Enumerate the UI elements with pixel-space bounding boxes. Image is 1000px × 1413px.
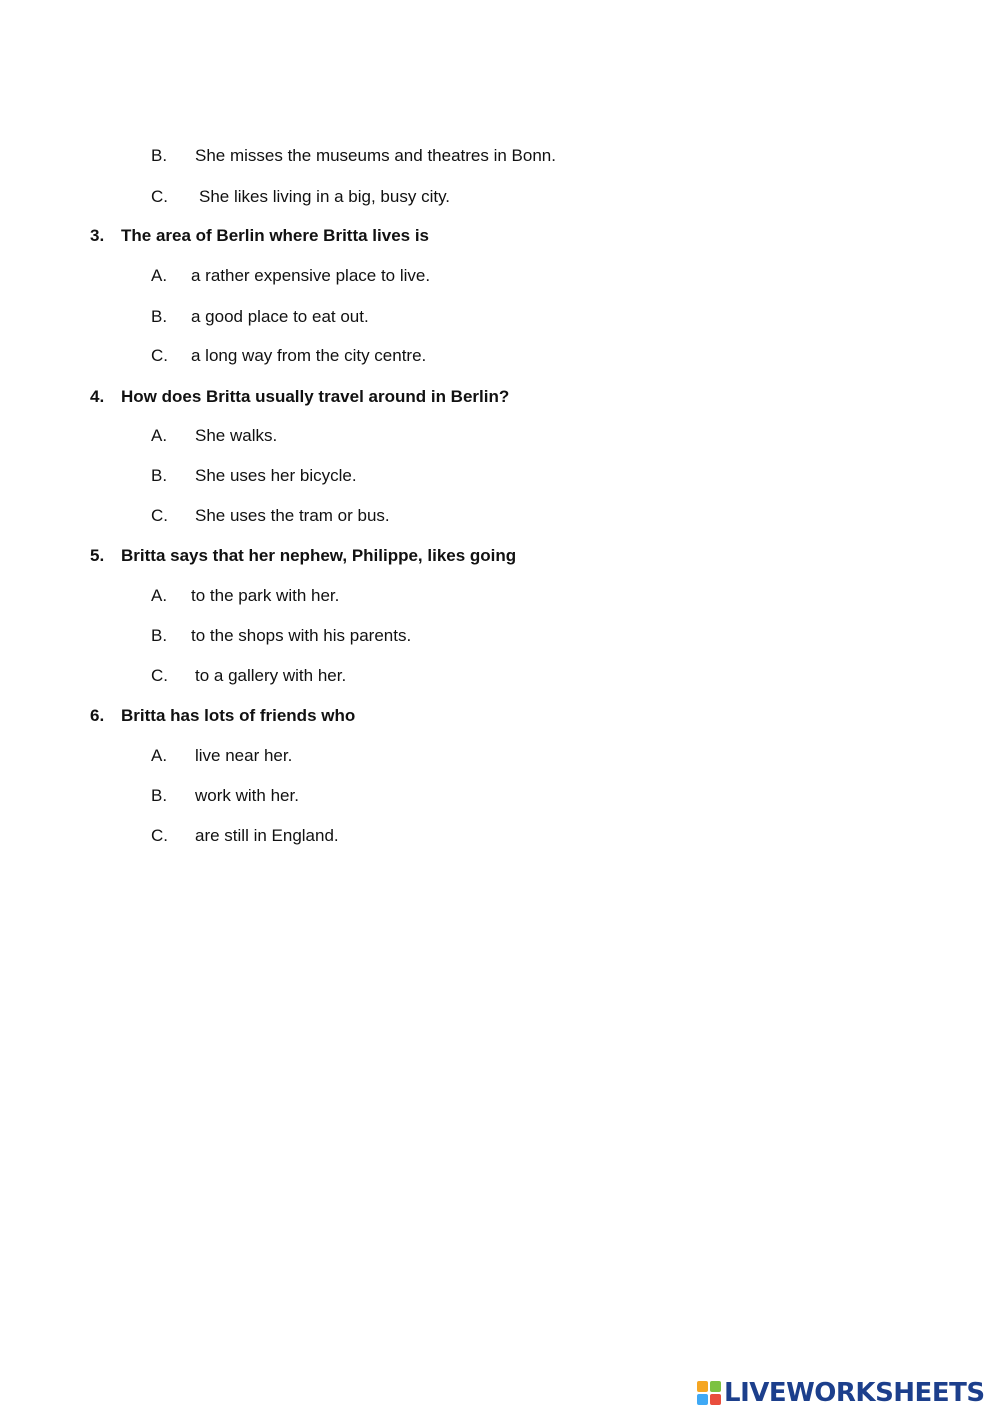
option-text: She walks. (195, 426, 278, 445)
answer-option[interactable] (0, 785, 1000, 807)
answer-option[interactable] (0, 585, 1000, 607)
option-text: to the park with her. (191, 586, 340, 605)
option-text: are still in England. (195, 826, 339, 845)
option-letter: A. (151, 426, 168, 445)
option-text: to the shops with his parents. (191, 626, 412, 645)
question-text: Britta says that her nephew, Philippe, likes going (121, 546, 517, 565)
option-text: a good place to eat out. (191, 307, 369, 326)
question-text: Britta has lots of friends who (121, 706, 356, 725)
logo-text: LIVEWORKSHEETS (724, 1378, 985, 1408)
question-number: 3. (90, 226, 105, 245)
option-text: She uses the tram or bus. (195, 506, 390, 525)
answer-option[interactable] (0, 306, 1000, 328)
answer-option[interactable] (0, 505, 1000, 527)
question-number: 4. (90, 387, 105, 406)
option-letter: B. (151, 307, 168, 326)
option-letter: B. (151, 786, 168, 805)
question-text: The area of Berlin where Britta lives is (121, 226, 430, 245)
answer-option[interactable] (0, 465, 1000, 487)
option-letter: A. (151, 586, 168, 605)
option-letter: B. (151, 146, 168, 165)
question-item (0, 386, 1000, 408)
question-number: 5. (90, 546, 105, 565)
option-text: to a gallery with her. (195, 666, 347, 685)
liveworksheets-logo[interactable] (697, 1378, 985, 1408)
option-letter: B. (151, 626, 168, 645)
option-letter: A. (151, 746, 168, 765)
option-letter: C. (151, 187, 168, 206)
option-text: She likes living in a big, busy city. (199, 187, 451, 206)
logo-icon-square (697, 1394, 708, 1405)
answer-option[interactable] (0, 625, 1000, 647)
option-text: a long way from the city centre. (191, 346, 427, 365)
answer-option[interactable] (0, 186, 1000, 208)
liveworksheets-logo-icon (697, 1381, 721, 1405)
answer-option[interactable] (0, 825, 1000, 847)
question-number: 6. (90, 706, 105, 725)
option-text: live near her. (195, 746, 293, 765)
option-letter: C. (151, 346, 168, 365)
answer-option[interactable] (0, 425, 1000, 447)
question-text: How does Britta usually travel around in Berlin? (121, 387, 510, 406)
option-letter: C. (151, 506, 168, 525)
answer-option[interactable] (0, 665, 1000, 687)
option-letter: C. (151, 666, 168, 685)
logo-icon-square (697, 1381, 708, 1392)
logo-icon-square (710, 1394, 721, 1405)
option-letter: B. (151, 466, 168, 485)
option-text: She uses her bicycle. (195, 466, 357, 485)
answer-option[interactable] (0, 145, 1000, 167)
answer-option[interactable] (0, 345, 1000, 367)
option-letter: A. (151, 266, 168, 285)
option-text: She misses the museums and theatres in Bonn. (195, 146, 556, 165)
option-text: a rather expensive place to live. (191, 266, 431, 285)
question-item (0, 225, 1000, 247)
question-item (0, 705, 1000, 727)
answer-option[interactable] (0, 265, 1000, 287)
option-letter: C. (151, 826, 168, 845)
answer-option[interactable] (0, 745, 1000, 767)
question-item (0, 545, 1000, 567)
logo-icon-square (710, 1381, 721, 1392)
option-text: work with her. (195, 786, 299, 805)
